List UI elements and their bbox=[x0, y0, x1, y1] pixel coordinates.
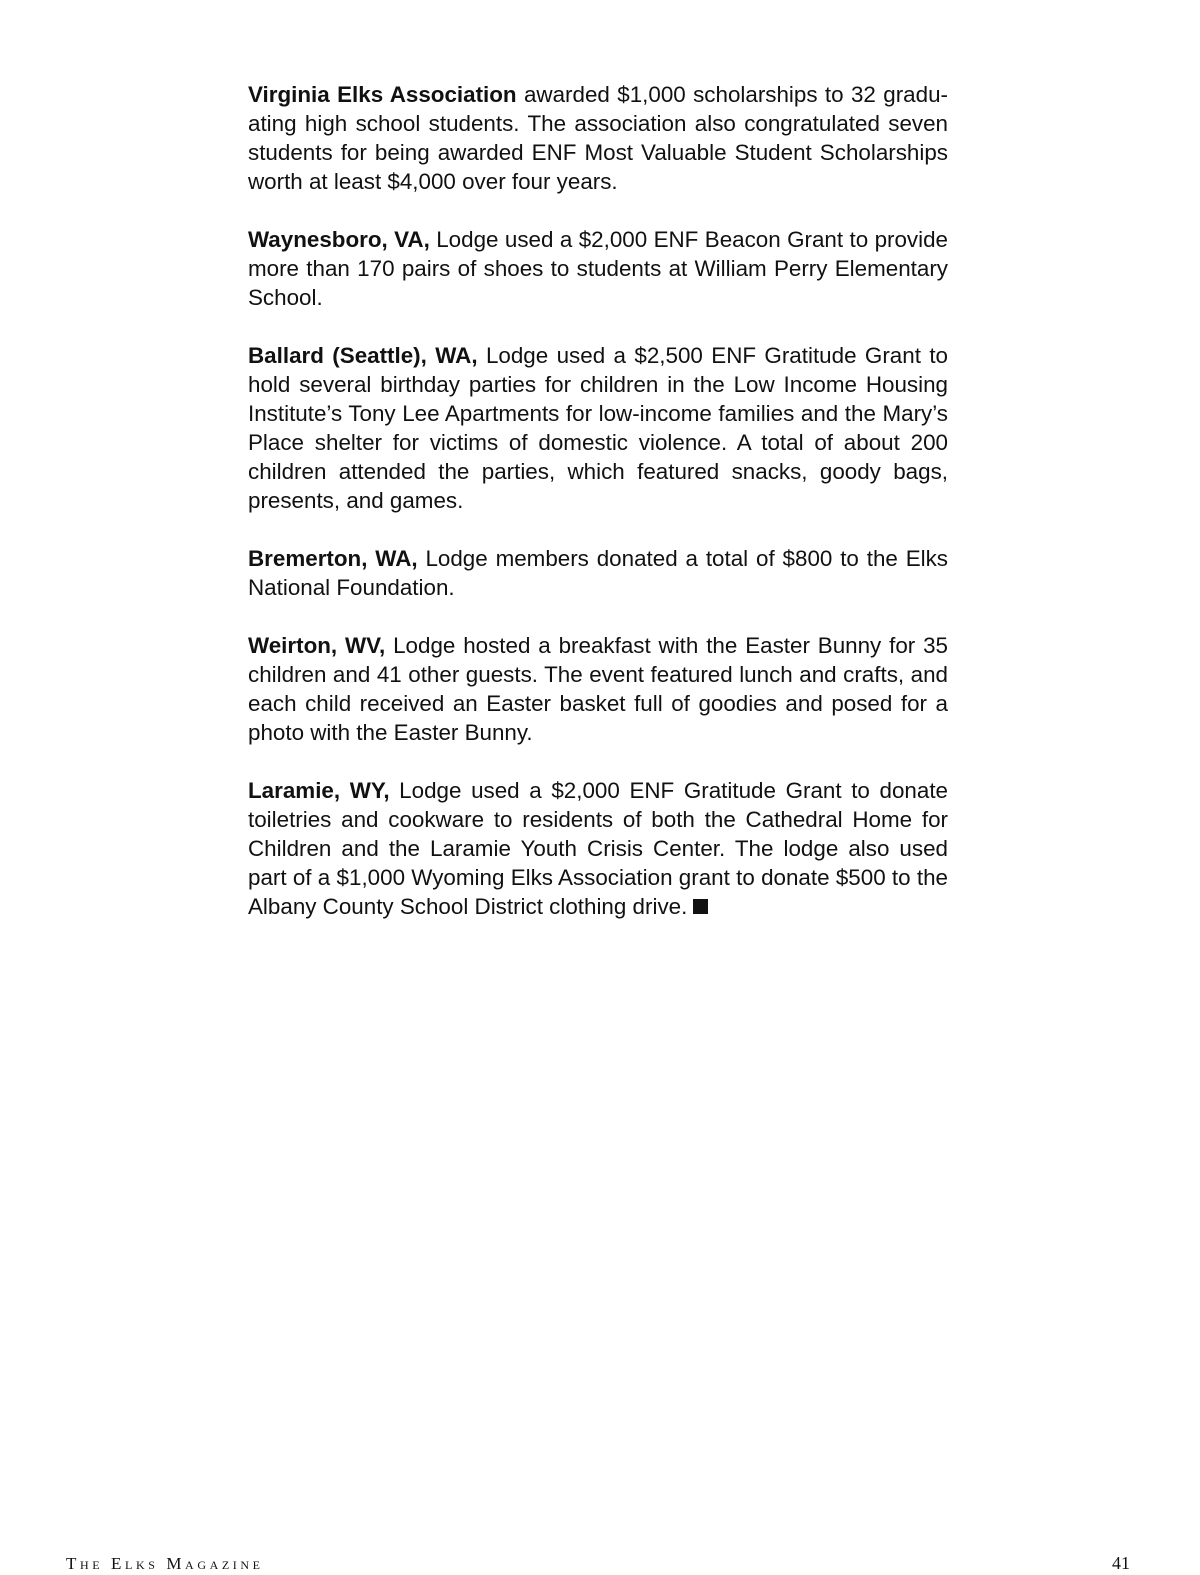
page-number: 41 bbox=[1112, 1553, 1130, 1573]
news-item-weirton bbox=[248, 631, 948, 747]
item-body: Lodge used a $2,000 ENF Gratitude Grant to donate toiletries and cookware to residents of both the Cathedral Home for Children and the Laramie Youth Crisis Center. The lodge also used part of a $1,000 Wyoming Elks Association grant to donate $500 to the Albany County School District clothing drive. bbox=[248, 778, 948, 919]
item-body: Lodge members donated a total of $800 to the Elks National Foundation. bbox=[248, 546, 949, 600]
item-lead: Laramie, WY, bbox=[248, 778, 390, 803]
article-column bbox=[248, 80, 948, 950]
item-lead: Ballard (Seattle), WA, bbox=[248, 343, 478, 368]
item-lead: Weirton, WV, bbox=[248, 633, 386, 658]
item-body: Lodge used a $2,500 ENF Gratitude Grant to hold several birthday parties for children in the Low Income Housing Institute’s Tony Lee Apartments for low-income families and the Mary’s Place shelter for victims of domestic violence. A total of about 200 children attended the parties, which featured snacks, goody bags, presents, and games. bbox=[248, 343, 948, 513]
news-item-laramie bbox=[248, 776, 948, 921]
item-body: Lodge used a $2,000 ENF Beacon Grant to provide more than 170 pairs of shoes to students at William Perry Elementary School. bbox=[248, 227, 949, 310]
news-item-bremerton bbox=[248, 544, 948, 602]
item-body: awarded $1,000 scholarships to 32 graduating high school students. The association also congratulated seven students for being awarded ENF Most Valuable Student Scholarships worth at least $4,000 over four years. bbox=[248, 82, 948, 194]
news-item-virginia-elks-association bbox=[248, 80, 948, 196]
news-item-waynesboro bbox=[248, 225, 948, 312]
item-lead: Waynesboro, VA, bbox=[248, 227, 430, 252]
item-body: Lodge hosted a breakfast with the Easter Bunny for 35 children and 41 other guests. The event featured lunch and crafts, and each child received an Easter basket full of goodies and posed for a photo with the Easter Bunny. bbox=[248, 633, 948, 745]
news-item-ballard-seattle bbox=[248, 341, 948, 515]
item-lead: Bremerton, WA, bbox=[248, 546, 418, 571]
item-lead: Virginia Elks Association bbox=[248, 82, 517, 107]
magazine-title: The Elks Magazine bbox=[66, 1554, 264, 1573]
end-of-article-mark bbox=[693, 899, 708, 914]
